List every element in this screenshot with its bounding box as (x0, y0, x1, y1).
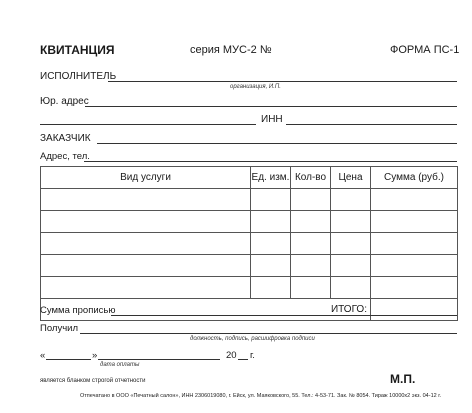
table-cell[interactable] (251, 277, 291, 299)
sum-in-words-label: Сумма прописью (40, 305, 116, 316)
form-code: ФОРМА ПС-1 (390, 44, 460, 56)
date-hint: дата оплаты (100, 362, 140, 368)
table-row (41, 277, 458, 299)
table-cell[interactable] (251, 255, 291, 277)
received-line[interactable] (80, 333, 457, 334)
table-cell[interactable] (41, 233, 251, 255)
table-cell[interactable] (371, 233, 458, 255)
executor-hint: организация, И.П. (230, 84, 281, 90)
address-phone-label: Адрес, тел. (40, 151, 90, 162)
received-hint: должность, подпись, расшифровка подписи (190, 336, 315, 342)
executor-label: ИСПОЛНИТЕЛЬ (40, 71, 117, 82)
printer-info: Отпечатано в ООО «Печатный салон», ИНН 2306019080, г. Ейск, ул. Маяковского, 55. Тел.: 4-53-71. Зак. № 8054. Тираж 10000х2 экз. 04-12 г. (80, 393, 442, 399)
table-cell[interactable] (41, 211, 251, 233)
customer-label: ЗАКАЗЧИК (40, 133, 91, 144)
stamp-label: М.П. (390, 372, 416, 386)
table-cell[interactable] (371, 255, 458, 277)
table-header-row (41, 167, 458, 189)
strict-form-note: является бланком строгой отчетности (40, 378, 146, 384)
address-phone-line[interactable] (84, 161, 457, 162)
date-close-quote: » (92, 350, 98, 361)
column-header-amount: Сумма (руб.) (371, 167, 458, 189)
legal-address-line-2[interactable] (40, 124, 256, 125)
date-month-line[interactable] (98, 359, 220, 360)
table-cell[interactable] (331, 189, 371, 211)
table-cell[interactable] (251, 189, 291, 211)
table-cell[interactable] (251, 211, 291, 233)
table-cell[interactable] (41, 277, 251, 299)
column-header-price: Цена (331, 167, 371, 189)
table-row (41, 233, 458, 255)
table-cell[interactable] (291, 277, 331, 299)
column-header-quantity: Кол-во (291, 167, 331, 189)
table-cell[interactable] (41, 189, 251, 211)
table-cell[interactable] (331, 233, 371, 255)
table-cell[interactable] (371, 277, 458, 299)
table-cell[interactable] (251, 233, 291, 255)
column-header-service: Вид услуги (41, 167, 251, 189)
table-row (41, 211, 458, 233)
legal-address-label: Юр. адрес (40, 96, 89, 107)
table-cell[interactable] (291, 189, 331, 211)
inn-line[interactable] (286, 124, 457, 125)
table-cell[interactable] (291, 233, 331, 255)
executor-line[interactable] (108, 81, 457, 82)
table-cell[interactable] (371, 211, 458, 233)
series-number-label: серия МУС-2 № (190, 44, 272, 56)
customer-line[interactable] (97, 143, 457, 144)
year-suffix: г. (250, 350, 255, 361)
total-label: ИТОГО: (41, 299, 371, 321)
received-label: Получил (40, 323, 78, 334)
table-row (41, 255, 458, 277)
date-year-line[interactable] (238, 359, 248, 360)
inn-label: ИНН (261, 114, 283, 125)
table-cell[interactable] (41, 255, 251, 277)
table-cell[interactable] (331, 211, 371, 233)
legal-address-line[interactable] (85, 106, 457, 107)
total-amount-cell[interactable] (371, 299, 458, 321)
table-cell[interactable] (371, 189, 458, 211)
services-table (40, 166, 458, 321)
table-row (41, 189, 458, 211)
date-open-quote: « (40, 350, 46, 361)
table-cell[interactable] (331, 255, 371, 277)
form-title: КВИТАНЦИЯ (40, 43, 115, 57)
table-cell[interactable] (331, 277, 371, 299)
column-header-unit: Ед. изм. (251, 167, 291, 189)
sum-in-words-line[interactable] (111, 315, 457, 316)
table-cell[interactable] (291, 255, 331, 277)
table-cell[interactable] (291, 211, 331, 233)
date-day-line[interactable] (46, 359, 91, 360)
year-prefix: 20 (226, 350, 237, 361)
